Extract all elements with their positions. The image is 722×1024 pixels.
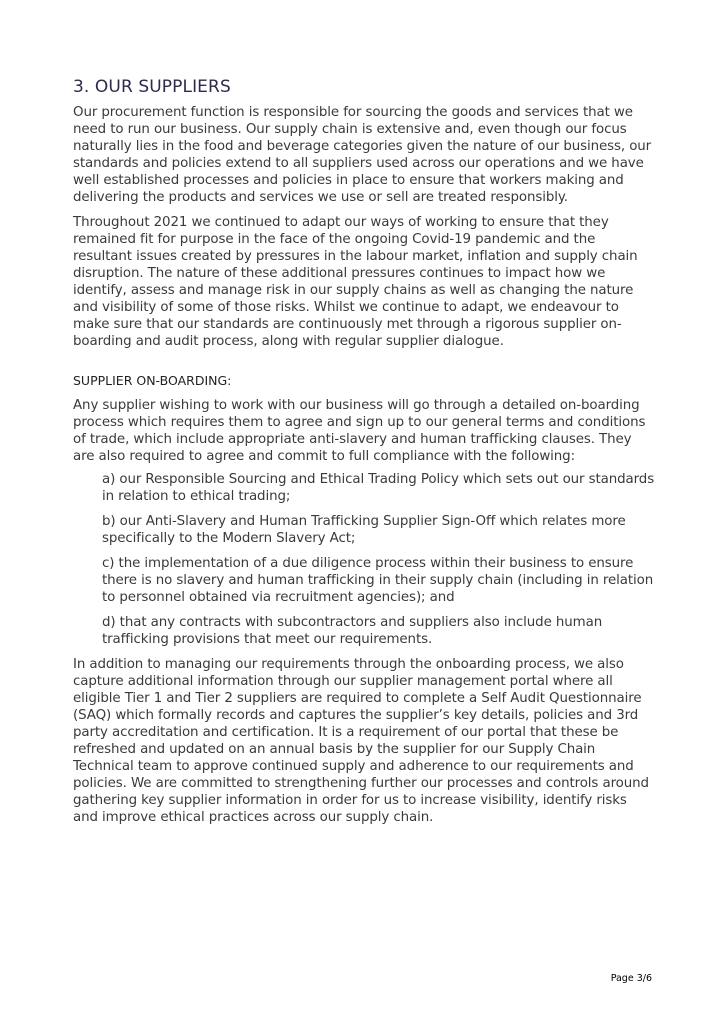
requirements-list [102,471,655,648]
paragraph-supplier-portal: In addition to managing our requirements through the onboarding process, we also capture additional information through our supplier management portal where all eligible Tier 1 and Tier 2 suppliers are required to complete a Self Audit Questionnaire (SAQ) which formally records and captures the supplier’s key details, policies and 3rd party accreditation and certification. It is a requirement of our portal that these be refreshed and updated on an annual basis by the supplier for our Supply Chain Technical team to approve continued supply and adherence to our requirements and policies. We are committed to strengthening further our processes and controls around gathering key supplier information in order for us to increase visibility, identify risks and improve ethical practices across our supply chain. [73,657,649,825]
paragraph-procurement: Our procurement function is responsible for sourcing the goods and services that we need to run our business. Our supply chain is extensive and, even though our focus naturally lies in the food and beverage categories given the nature of our business, our standards and policies extend to all suppliers used across our operations and we have well established processes and policies in place to ensure that workers making and delivering the products and services we use or sell are treated responsibly. [73,105,652,205]
list-item: a) our Responsible Sourcing and Ethical Trading Policy which sets out our standards in relation to ethical trading; [102,472,655,504]
list-item: b) our Anti-Slavery and Human Trafficking Supplier Sign-Off which relates more specifically to the Modern Slavery Act; [102,514,626,546]
subheading-supplier-onboarding: SUPPLIER ON-BOARDING: [73,373,232,388]
section-title: 3. OUR SUPPLIERS [73,77,231,97]
page-number: Page 3/6 [610,973,652,984]
list-item: d) that any contracts with subcontractors and suppliers also include human trafficking provisions that meet our requirements. [102,615,603,647]
paragraph-covid-adaptation: Throughout 2021 we continued to adapt our ways of working to ensure that they remained fit for purpose in the face of the ongoing Covid-19 pandemic and the resultant issues created by pressures in the labour market, inflation and supply chain disruption. The nature of these additional pressures continues to impact how we identify, assess and manage risk in our supply chains as well as changing the nature and visibility of some of those risks. Whilst we continue to adapt, we endeavour to make sure that our standards are continuously met through a rigorous supplier on-boarding and audit process, along with regular supplier dialogue. [73,215,638,349]
document-page [73,74,655,826]
list-item: c) the implementation of a due diligence process within their business to ensure there is no slavery and human trafficking in their supply chain (including in relation to personnel obtained via recruitment agencies); and [102,556,654,605]
paragraph-onboarding-intro: Any supplier wishing to work with our business will go through a detailed on-boarding process which requires them to agree and sign up to our general terms and conditions of trade, which include appropriate anti-slavery and human trafficking clauses. They are also required to agree and commit to full compliance with the following: [73,398,646,464]
